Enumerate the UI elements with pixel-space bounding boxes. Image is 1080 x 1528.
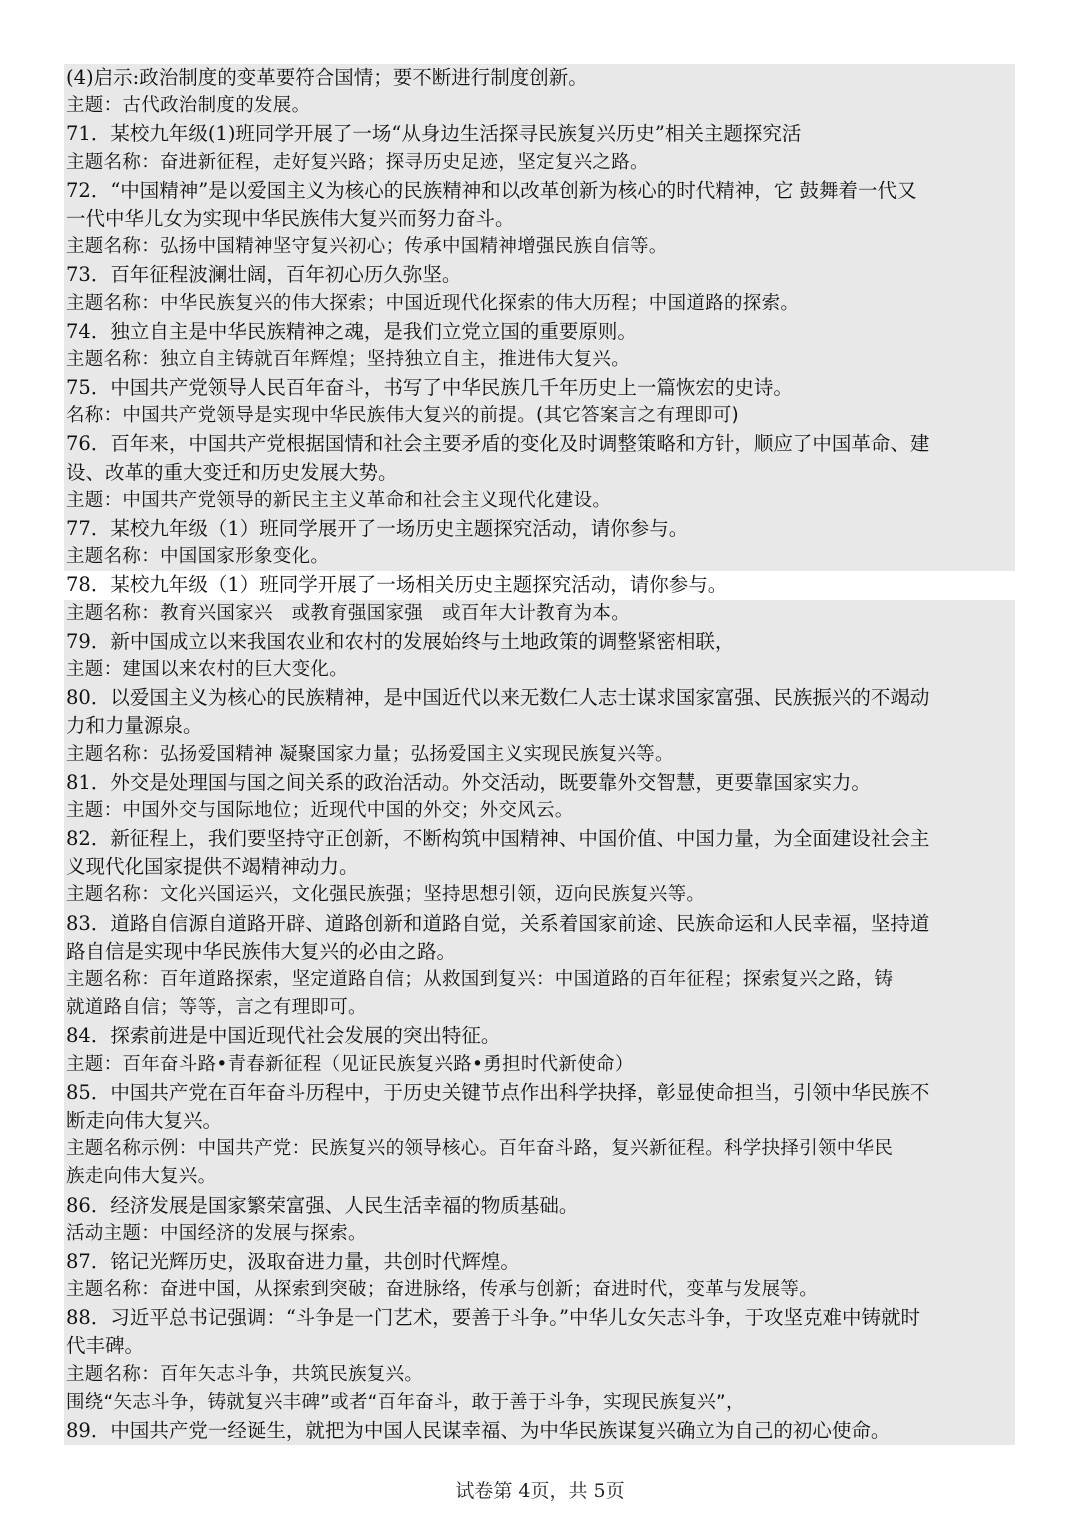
answer-line: 主题：中国外交与国际地位；近现代中国的外交；外交风云。 [64, 797, 1015, 825]
question-line: 80．以爱国主义为核心的民族精神，是中国近代以来无数仁人志士谋求国家富强、民族振兴的不竭动 [64, 684, 1015, 712]
question-line: 路自信是实现中华民族伟大复兴的必由之路。 [64, 938, 1015, 966]
question-line: 84．探索前进是中国近现代社会发展的突出特征。 [64, 1022, 1015, 1050]
question-line: 72．“中国精神”是以爱国主义为核心的民族精神和以改革创新为核心的时代精神，它 鼓舞着一代又 [64, 177, 1015, 205]
question-line: 81．外交是处理国与国之间关系的政治活动。外交活动，既要靠外交智慧，更要靠国家实力。 [64, 769, 1015, 797]
question-line: 89．中国共产党一经诞生，就把为中国人民谋幸福、为中华民族谋复兴确立为自己的初心使命。 [64, 1417, 1015, 1445]
question-line: 77．某校九年级（1）班同学展开了一场历史主题探究活动，请你参与。 [64, 515, 1015, 543]
question-line: 义现代化国家提供不竭精神动力。 [64, 853, 1015, 881]
answer-line: 主题名称：文化兴国运兴，文化强民族强；坚持思想引领，迈向民族复兴等。 [64, 881, 1015, 909]
question-line: (4)启示:政治制度的变革要符合国情；要不断进行制度创新。 [64, 64, 1015, 92]
answer-line: 族走向伟大复兴。 [64, 1163, 1015, 1191]
question-line: 断走向伟大复兴。 [64, 1107, 1015, 1135]
question-line: 74．独立自主是中华民族精神之魂，是我们立党立国的重要原则。 [64, 318, 1015, 346]
answer-line: 主题名称：弘扬爱国精神 凝聚国家力量；弘扬爱国主义实现民族复兴等。 [64, 741, 1015, 769]
question-line: 75．中国共产党领导人民百年奋斗，书写了中华民族几千年历史上一篇恢宏的史诗。 [64, 374, 1015, 402]
question-line: 设、改革的重大变迁和历史发展大势。 [64, 459, 1015, 487]
answer-line: 主题名称：中华民族复兴的伟大探索；中国近现代化探索的伟大历程；中国道路的探索。 [64, 290, 1015, 318]
answer-line: 主题名称：独立自主铸就百年辉煌；坚持独立自主，推进伟大复兴。 [64, 346, 1015, 374]
question-line: 力和力量源泉。 [64, 712, 1015, 740]
answer-line: 主题名称：百年矢志斗争，共筑民族复兴。 [64, 1361, 1015, 1389]
question-line: 一代中华儿女为实现中华民族伟大复兴而努力奋斗。 [64, 205, 1015, 233]
answer-line: 主题名称：百年道路探索，坚定道路自信；从救国到复兴：中国道路的百年征程；探索复兴之路，铸 [64, 966, 1015, 994]
question-line: 87．铭记光辉历史，汲取奋进力量，共创时代辉煌。 [64, 1248, 1015, 1276]
answer-line: 主题：建国以来农村的巨大变化。 [64, 656, 1015, 684]
answer-line: 主题名称：弘扬中国精神坚守复兴初心；传承中国精神增强民族自信等。 [64, 233, 1015, 261]
answer-line: 围绕“矢志斗争，铸就复兴丰碑”或者“百年奋斗，敢于善于斗争，实现民族复兴”， [64, 1389, 1015, 1417]
answer-line: 主题名称示例：中国共产党：民族复兴的领导核心。百年奋斗路，复兴新征程。科学抉择引领中华民 [64, 1135, 1015, 1163]
answer-line: 名称：中国共产党领导是实现中华民族伟大复兴的前提。(其它答案言之有理即可) [64, 402, 1015, 430]
answer-list [64, 64, 1015, 1445]
answer-line: 主题名称：中国国家形象变化。 [64, 543, 1015, 571]
answer-line: 主题名称：教育兴国家兴 或教育强国家强 或百年大计教育为本。 [64, 600, 1015, 628]
answer-line: 主题名称：奋进中国，从探索到突破；奋进脉络，传承与创新；奋进时代，变革与发展等。 [64, 1276, 1015, 1304]
question-line: 73．百年征程波澜壮阔，百年初心历久弥坚。 [64, 261, 1015, 289]
question-line: 代丰碑。 [64, 1332, 1015, 1360]
question-line: 85．中国共产党在百年奋斗历程中，于历史关键节点作出科学抉择，彰显使命担当，引领中华民族不 [64, 1079, 1015, 1107]
question-line: 71．某校九年级(1)班同学开展了一场“从身边生活探寻民族复兴历史”相关主题探究活 [64, 120, 1015, 148]
question-line: 76．百年来，中国共产党根据国情和社会主要矛盾的变化及时调整策略和方针，顺应了中国革命、建 [64, 430, 1015, 458]
answer-line: 就道路自信；等等，言之有理即可。 [64, 994, 1015, 1022]
question-line: 88．习近平总书记强调：“斗争是一门艺术，要善于斗争。”中华儿女矢志斗争，于攻坚克难中铸就时 [64, 1304, 1015, 1332]
page-footer: 试卷第 4页，共 5页 [455, 1480, 625, 1502]
answer-line: 主题名称：奋进新征程，走好复兴路；探寻历史足迹，坚定复兴之路。 [64, 149, 1015, 177]
answer-line: 活动主题：中国经济的发展与探索。 [64, 1220, 1015, 1248]
question-line: 79．新中国成立以来我国农业和农村的发展始终与土地政策的调整紧密相联， [64, 628, 1015, 656]
question-line: 86．经济发展是国家繁荣富强、人民生活幸福的物质基础。 [64, 1192, 1015, 1220]
question-line: 78．某校九年级（1）班同学开展了一场相关历史主题探究活动，请你参与。 [64, 571, 1015, 599]
answer-line: 主题：百年奋斗路•青春新征程（见证民族复兴路•勇担时代新使命） [64, 1051, 1015, 1079]
answer-line: 主题：古代政治制度的发展。 [64, 92, 1015, 120]
answer-line: 主题：中国共产党领导的新民主主义革命和社会主义现代化建设。 [64, 487, 1015, 515]
question-line: 83．道路自信源自道路开辟、道路创新和道路自觉，关系着国家前途、民族命运和人民幸福，坚持道 [64, 910, 1015, 938]
question-line: 82．新征程上，我们要坚持守正创新，不断构筑中国精神、中国价值、中国力量，为全面建设社会主 [64, 825, 1015, 853]
